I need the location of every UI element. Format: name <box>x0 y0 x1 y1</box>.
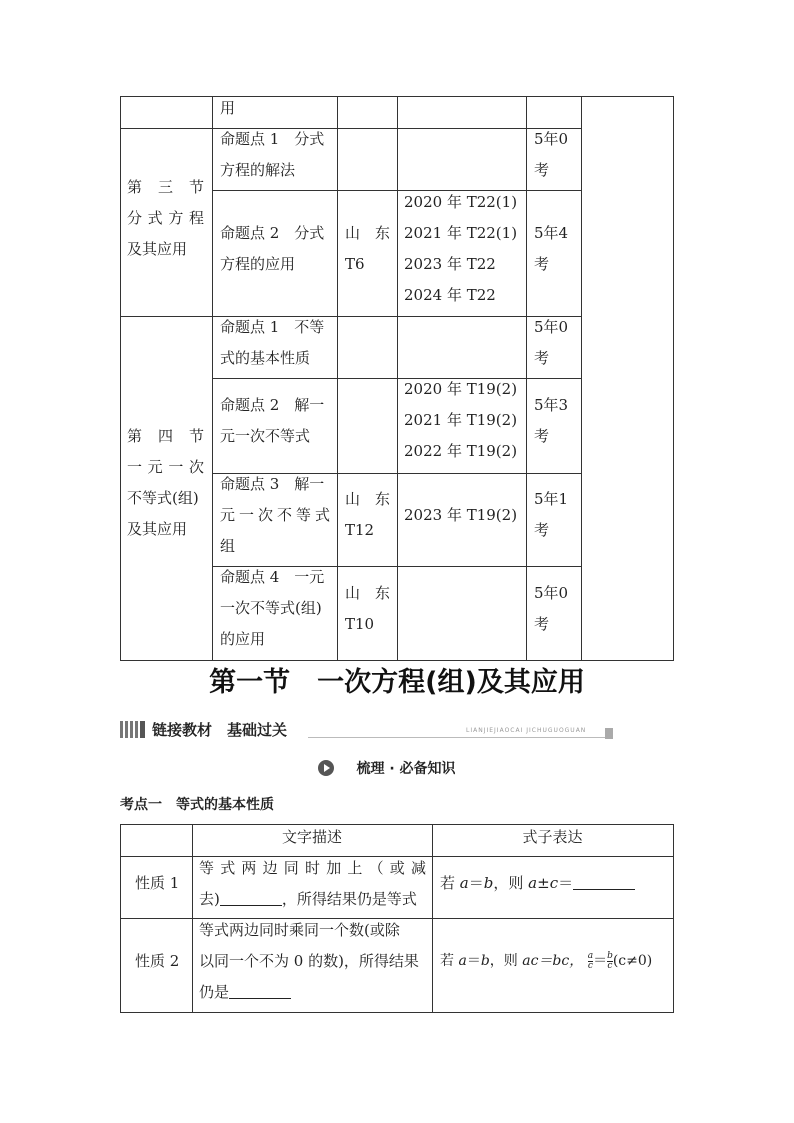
year-4-3-1: 2023 年 T19(2) <box>404 506 518 524</box>
point-3-2-line-2: 方程的应用 <box>220 255 296 273</box>
fraction-a-over-c: $\frac{a}{c}$ <box>587 950 594 971</box>
section-3-line-2: 分 式 方 程 <box>127 209 204 227</box>
year-3-2-2: 2021 年 T22(1) <box>404 224 518 242</box>
point-4-2-line-1: 命题点 2 解一 <box>220 396 325 414</box>
property-2-name: 性质 2 <box>135 952 180 970</box>
stat-4-1-line-1: 5年0 <box>534 318 569 336</box>
shandong-4-4-line-1: 山 东 <box>345 584 391 602</box>
year-4-2-3: 2022 年 T19(2) <box>404 442 518 460</box>
section-3-line-3: 及其应用 <box>127 240 188 258</box>
section-head: 梳理 · 必备知识 <box>356 761 456 777</box>
year-3-2-4: 2024 年 T22 <box>404 286 496 304</box>
year-3-2-1: 2020 年 T22(1) <box>404 193 518 211</box>
point-cell-use: 用 <box>220 99 236 117</box>
shandong-4-3-line-1: 山 东 <box>345 490 391 508</box>
banner-pinyin: LIANJIEJIAOCAI JICHUGUOGUAN <box>466 727 587 734</box>
point-3-1-line-1: 命题点 1 分式 <box>220 130 325 148</box>
point-4-4-line-3: 的应用 <box>220 630 266 648</box>
blank-3[interactable] <box>229 982 291 999</box>
header-expression: 式子表达 <box>522 828 583 846</box>
point-4-1-line-2: 式的基本性质 <box>220 349 311 367</box>
stat-3-2-line-2: 考 <box>534 255 550 273</box>
shandong-3-2-line-1: 山 东 <box>345 224 391 242</box>
banner-label: 链接教材 基础过关 <box>152 721 288 739</box>
shandong-4-4-line-2: T10 <box>345 615 375 633</box>
stat-4-4-line-2: 考 <box>534 615 550 633</box>
stat-3-1-line-2: 考 <box>534 161 550 179</box>
header-description: 文字描述 <box>281 828 342 846</box>
stat-4-2-line-1: 5年3 <box>534 396 569 414</box>
point-4-2-line-2: 元一次不等式 <box>220 427 311 445</box>
year-4-2-2: 2021 年 T19(2) <box>404 411 518 429</box>
year-4-2-1: 2020 年 T19(2) <box>404 380 518 398</box>
point-3-1-line-2: 方程的解法 <box>220 161 296 179</box>
stat-4-4-line-1: 5年0 <box>534 584 569 602</box>
point-4-4-line-2: 一次不等式(组) <box>220 599 322 617</box>
stat-4-2-line-2: 考 <box>534 427 550 445</box>
property-1-name: 性质 1 <box>135 874 180 892</box>
point-4-3-line-3: 组 <box>220 537 236 555</box>
point-3-2-line-1: 命题点 2 分式 <box>220 224 325 242</box>
point-4-3-line-2: 元一次不等式 <box>220 506 330 524</box>
section-4-line-4: 及其应用 <box>127 520 188 538</box>
fraction-b-over-c: $\frac{b}{c}$ <box>607 950 613 971</box>
section-4-line-2: 一 元 一 次 <box>127 458 204 476</box>
banner-end-block <box>605 728 613 739</box>
blank-1[interactable] <box>220 889 282 906</box>
stat-4-3-line-1: 5年1 <box>534 490 569 508</box>
banner-bars-icon <box>120 721 148 738</box>
property-2-desc-line-2: 以同一个不为 0 的数)，所得结果 <box>199 952 419 970</box>
shandong-4-3-line-2: T12 <box>345 521 375 539</box>
property-1-desc-line-1: 等式两边同时加上（或减 <box>199 859 426 877</box>
section-3-line-1: 第 三 节 <box>127 178 204 196</box>
property-2-desc-line-1: 等式两边同时乘同一个数(或除 <box>199 921 400 939</box>
point-4-4-line-1: 命题点 4 一元 <box>220 568 325 586</box>
page-title: 第一节 一次方程(组)及其应用 <box>209 667 585 698</box>
section-4-line-3: 不等式(组) <box>127 489 199 507</box>
stat-4-1-line-2: 考 <box>534 349 550 367</box>
year-3-2-3: 2023 年 T22 <box>404 255 496 273</box>
shandong-3-2-line-2: T6 <box>345 255 365 273</box>
stat-3-1-line-1: 5年0 <box>534 130 569 148</box>
point-4-3-line-1: 命题点 3 解一 <box>220 475 325 493</box>
stat-3-2-line-1: 5年4 <box>534 224 569 242</box>
point-4-1-line-1: 命题点 1 不等 <box>220 318 325 336</box>
kaodian-title: 考点一 等式的基本性质 <box>120 797 274 813</box>
property-2-desc-line-3: 仍是 <box>199 977 291 1008</box>
stat-4-3-line-2: 考 <box>534 521 550 539</box>
section-4-line-1: 第 四 节 <box>127 427 204 445</box>
property-1-desc-line-2: 去) ，所得结果仍是等式 <box>199 890 417 908</box>
property-1-expression: 若 a＝b，则 a±c＝ <box>440 868 635 899</box>
blank-2[interactable] <box>573 873 635 890</box>
property-2-expression: 若 a＝b，则 ac＝bc， $\frac{a}{c}$ ＝ $\frac{b}{c}$ (c≠0) <box>440 950 653 971</box>
banner-rule <box>308 737 606 738</box>
